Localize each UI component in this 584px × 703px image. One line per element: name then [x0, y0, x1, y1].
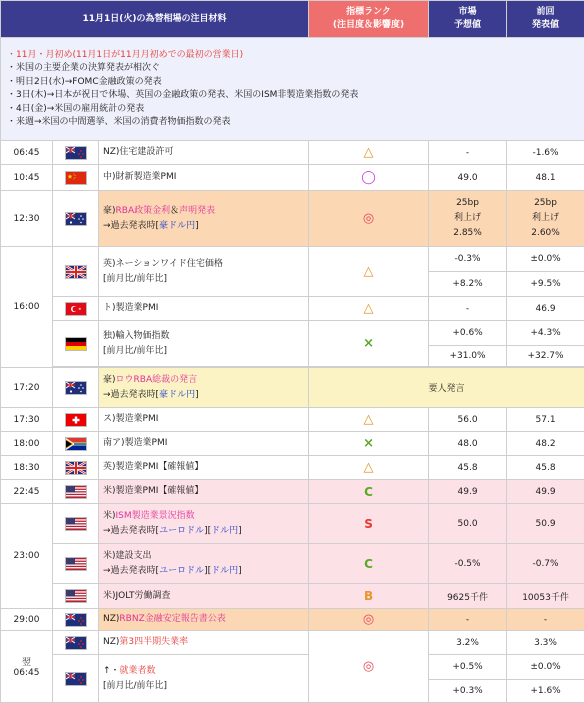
flag-cell [53, 247, 99, 297]
previous-value: +32.7% [507, 346, 584, 367]
event-time: 18:00 [1, 432, 53, 456]
usdjpy-link[interactable]: ドル円 [211, 526, 238, 536]
rank-grade-c: C [309, 544, 429, 584]
note-item: ・3日(木)→日本が祝日で休場、英国の金融政策の発表、米国のISM非製造業指数の発表 [7, 89, 578, 103]
flag-cell [53, 297, 99, 321]
lowe-speech-link[interactable]: ロウRBA総裁の発言 [116, 375, 198, 385]
forecast-header: 市場 予想値 [429, 1, 507, 38]
us-flag [65, 592, 87, 602]
event-time: 23:00 [1, 504, 53, 609]
previous-value: 10053千件 [507, 584, 584, 609]
table-row [1, 432, 584, 456]
event-time: 22:45 [1, 480, 53, 504]
rank-double-circle: ◎ [309, 609, 429, 631]
event-label: 米)JOLT労働調査 [99, 584, 309, 609]
au-flag [65, 383, 87, 393]
flag-cell [53, 321, 99, 367]
rank-cross: × [309, 432, 429, 456]
rank-grade-s: S [309, 504, 429, 544]
flag-cell [53, 408, 99, 432]
forecast-value: +8.2% [429, 272, 507, 297]
flag-cell [53, 368, 99, 408]
forecast-value: 45.8 [429, 456, 507, 480]
event-time: 10:45 [1, 165, 53, 191]
de-flag [65, 339, 87, 349]
previous-value: ±0.0% [507, 655, 584, 680]
flag-cell [53, 432, 99, 456]
flag-cell [53, 609, 99, 631]
event-time: 17:20 [1, 368, 53, 408]
table-row [1, 655, 584, 680]
table-row [1, 408, 584, 432]
event-label: ↑・就業者数 [前月比/前年比] [99, 655, 309, 703]
uk-flag [65, 463, 87, 473]
nz-flag [65, 638, 87, 648]
uk-flag [65, 267, 87, 277]
speech-note: 要人発言 [309, 368, 584, 408]
flag-cell [53, 456, 99, 480]
table-row [1, 165, 584, 191]
table-row [1, 544, 584, 584]
rank-grade-b: B [309, 584, 429, 609]
rbnz-link[interactable]: RBNZ金融安定報告書公表 [119, 614, 225, 624]
event-label: 豪)ロウRBA総裁の発言 →過去発表時[豪ドル円] [99, 368, 309, 408]
forecast-value: +0.5% [429, 655, 507, 680]
forecast-value: - [429, 609, 507, 631]
event-label: 英)ネーションワイド住宅価格 [前月比/前年比] [99, 247, 309, 297]
forecast-value: 9625千件 [429, 584, 507, 609]
audjpy-link[interactable]: 豪ドル円 [159, 390, 195, 400]
previous-header: 前回 発表値 [507, 1, 584, 38]
forecast-value: - [429, 297, 507, 321]
flag-cell [53, 655, 99, 703]
flag-cell [53, 191, 99, 247]
previous-value: ±0.0% [507, 247, 584, 272]
previous-value: 46.9 [507, 297, 584, 321]
forecast-value: 3.2% [429, 631, 507, 655]
previous-value: - [507, 609, 584, 631]
forecast-value: -0.5% [429, 544, 507, 584]
event-time: 16:00 [1, 247, 53, 368]
rank-triangle: △ [309, 247, 429, 297]
us-flag [65, 519, 87, 529]
previous-value: 48.2 [507, 432, 584, 456]
rank-triangle: △ [309, 141, 429, 165]
previous-value: 50.9 [507, 504, 584, 544]
previous-value: +4.3% [507, 321, 584, 346]
rba-rate-link[interactable]: RBA政策金利 [116, 206, 171, 216]
rank-grade-c: C [309, 480, 429, 504]
rank-circle: ◯ [309, 165, 429, 191]
event-label: 中)財新製造業PMI [99, 165, 309, 191]
note-item: ・米国の主要企業の決算発表が相次ぐ [7, 62, 578, 76]
event-time: 18:30 [1, 456, 53, 480]
flag-cell [53, 584, 99, 609]
rba-statement-link[interactable]: 声明発表 [179, 206, 215, 216]
previous-value: 48.1 [507, 165, 584, 191]
event-label: 米)ISM製造業景況指数 →過去発表時[ユーロドル][ドル円] [99, 504, 309, 544]
table-row [1, 191, 584, 247]
table-row [1, 504, 584, 544]
table-row [1, 297, 584, 321]
flag-cell [53, 165, 99, 191]
note-item: ・4日(金)→米国の雇用統計の発表 [7, 103, 578, 117]
note-item: ・明日2日(水)→FOMC金融政策の発表 [7, 76, 578, 90]
forecast-value: 49.0 [429, 165, 507, 191]
eurusd-link[interactable]: ユーロドル [159, 566, 204, 576]
event-label: NZ)住宅建設許可 [99, 141, 309, 165]
forecast-value: 50.0 [429, 504, 507, 544]
nz-flag [65, 615, 87, 625]
table-row [1, 456, 584, 480]
previous-value: -0.7% [507, 544, 584, 584]
event-label: NZ)RBNZ金融安定報告書公表 [99, 609, 309, 631]
rank-double-circle: ◎ [309, 631, 429, 703]
flag-cell [53, 504, 99, 544]
event-label: 英)製造業PMI【確報値】 [99, 456, 309, 480]
us-flag [65, 487, 87, 497]
rank-cross: × [309, 321, 429, 367]
table-row [1, 141, 584, 165]
za-flag [65, 439, 87, 449]
previous-value: +9.5% [507, 272, 584, 297]
previous-value: 3.3% [507, 631, 584, 655]
rank-triangle: △ [309, 297, 429, 321]
note-item: ・来週→米国の中間選挙、米国の消費者物価指数の発表 [7, 116, 578, 130]
flag-cell [53, 480, 99, 504]
event-label: ス)製造業PMI [99, 408, 309, 432]
previous-value: 57.1 [507, 408, 584, 432]
table-row [1, 584, 584, 609]
ism-link[interactable]: ISM製造業景況指数 [116, 511, 195, 521]
flag-cell [53, 141, 99, 165]
flag-cell [53, 544, 99, 584]
usdjpy-link[interactable]: ドル円 [211, 566, 238, 576]
event-label: NZ)第3四半期失業率 [99, 631, 309, 655]
au-flag [65, 214, 87, 224]
event-label: 米)建設支出 →過去発表時[ユーロドル][ドル円] [99, 544, 309, 584]
forecast-value: +0.6% [429, 321, 507, 346]
table-row [1, 631, 584, 655]
table-row [1, 609, 584, 631]
forecast-value: 25bp 利上げ 2.85% [429, 191, 507, 247]
event-label: 米)製造業PMI【確報値】 [99, 480, 309, 504]
previous-value: -1.6% [507, 141, 584, 165]
table-header [1, 1, 584, 38]
rank-triangle: △ [309, 408, 429, 432]
event-time: 翌 06:45 [1, 631, 53, 703]
table-row [1, 321, 584, 346]
forecast-value: +31.0% [429, 346, 507, 367]
event-time: 17:30 [1, 408, 53, 432]
previous-value: 49.9 [507, 480, 584, 504]
event-label: 独)輸入物価指数 [前月比/前年比] [99, 321, 309, 367]
audjpy-link[interactable]: 豪ドル円 [159, 221, 195, 231]
us-flag [65, 559, 87, 569]
ch-flag [65, 415, 87, 425]
nz-flag [65, 148, 87, 158]
cn-flag [65, 173, 87, 183]
tr-flag [65, 304, 87, 314]
rank-double-circle: ◎ [309, 191, 429, 247]
event-label: 南ア)製造業PMI [99, 432, 309, 456]
table-row [1, 247, 584, 272]
forecast-value: 48.0 [429, 432, 507, 456]
previous-value: 45.8 [507, 456, 584, 480]
event-time: 29:00 [1, 609, 53, 631]
forecast-value: 56.0 [429, 408, 507, 432]
header-title: 11月1日(火)の為替相場の注目材料 [1, 1, 309, 38]
event-label: 豪)RBA政策金利＆声明発表 →過去発表時[豪ドル円] [99, 191, 309, 247]
flag-cell [53, 631, 99, 655]
forecast-value: - [429, 141, 507, 165]
event-time: 06:45 [1, 141, 53, 165]
nz-flag [65, 674, 87, 684]
forecast-value: -0.3% [429, 247, 507, 272]
previous-value: 25bp 利上げ 2.60% [507, 191, 584, 247]
table-row [1, 480, 584, 504]
event-time: 12:30 [1, 191, 53, 247]
forecast-value: +0.3% [429, 680, 507, 703]
table-row [1, 368, 584, 408]
notes-panel [1, 38, 584, 141]
event-label: ト)製造業PMI [99, 297, 309, 321]
rank-triangle: △ [309, 456, 429, 480]
previous-value: +1.6% [507, 680, 584, 703]
note-item: ・11月・月初め(11月1日が11月月初めでの最初の営業日) [7, 49, 578, 63]
eurusd-link[interactable]: ユーロドル [159, 526, 204, 536]
forecast-value: 49.9 [429, 480, 507, 504]
rank-header: 指標ランク (注目度＆影響度) [309, 1, 429, 38]
